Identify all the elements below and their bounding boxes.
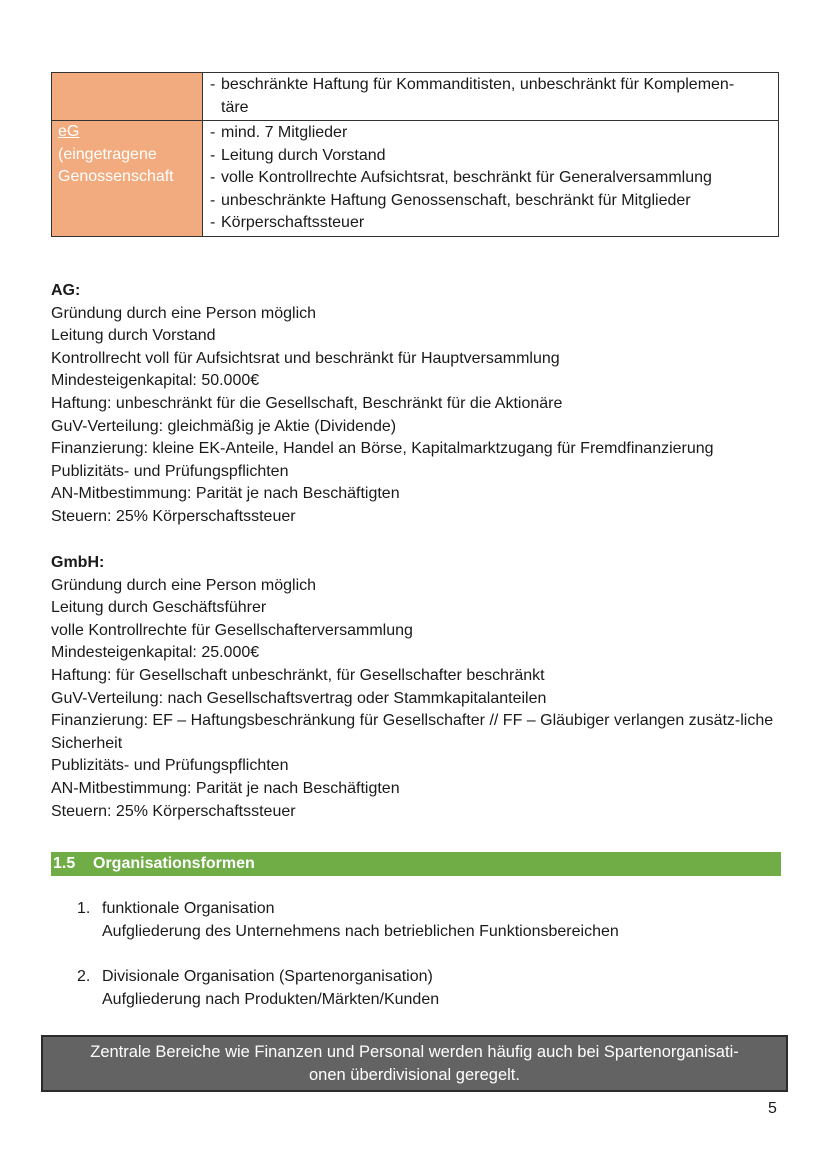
ag-line: Leitung durch Vorstand <box>51 327 216 345</box>
gmbh-line: Leitung durch Geschäftsführer <box>51 599 267 617</box>
callout-line: Zentrale Bereiche wie Finanzen und Personal werden häufig auch bei Spartenorganisati- <box>90 1043 739 1061</box>
callout-line: onen überdivisional geregelt. <box>309 1066 520 1084</box>
ag-line: Haftung: unbeschränkt für die Gesellschaft, Beschränkt für die Aktionäre <box>51 394 563 412</box>
page-number: 5 <box>768 1100 777 1117</box>
ag-line: Finanzierung: kleine EK-Anteile, Handel an Börse, Kapitalmarktzugang für Fremdfinanzierung <box>51 440 714 458</box>
list-item: - Leitung durch Vorstand <box>210 145 770 168</box>
list-item-text: beschränkte Haftung für Kommanditisten, unbeschränkt für Komplemen- täre <box>221 76 735 116</box>
callout-box <box>41 1035 788 1092</box>
org-title: funktionale Organisation <box>102 900 275 917</box>
list-item: - volle Kontrollrechte Aufsichtsrat, beschränkt für Generalversammlung <box>210 167 770 190</box>
ag-section <box>51 280 781 529</box>
ag-line: Steuern: 25% Körperschaftssteuer <box>51 507 296 525</box>
label-text: Genossenschaft <box>58 168 174 185</box>
gmbh-line: volle Kontrollrechte für Gesellschafterversammlung <box>51 621 413 639</box>
org-list-item <box>74 898 764 943</box>
ag-line: Kontrollrecht voll für Aufsichtsrat und beschränkt für Hauptversammlung <box>51 349 560 367</box>
list-item: - unbeschränkte Haftung Genossenschaft, beschränkt für Mitglieder <box>210 190 770 213</box>
org-description: Aufgliederung des Unternehmens nach betrieblichen Funktionsbereichen <box>102 922 619 940</box>
ag-line: Publizitäts- und Prüfungspflichten <box>51 462 289 480</box>
section-title: Organisationsformen <box>93 855 255 872</box>
table-content-cell <box>203 121 779 237</box>
gmbh-line: Mindesteigenkapital: 25.000€ <box>51 644 260 662</box>
org-title: Divisionale Organisation (Spartenorganisation) <box>102 968 433 985</box>
gmbh-section <box>51 552 781 823</box>
table-label-cell <box>52 121 203 237</box>
list-number: 1. <box>77 900 91 917</box>
ag-line: AN-Mitbestimmung: Parität je nach Beschäftigten <box>51 485 400 503</box>
table-content-cell <box>203 73 779 121</box>
org-list-item <box>74 966 764 1011</box>
gmbh-heading: GmbH: <box>51 554 105 571</box>
ag-line: GuV-Verteilung: gleichmäßig je Aktie (Dividende) <box>51 417 397 435</box>
org-description: Aufgliederung nach Produkten/Märkten/Kunden <box>102 990 440 1008</box>
table-row <box>52 73 779 121</box>
label-text: (eingetragene <box>58 145 157 163</box>
section-header-bar <box>51 852 781 876</box>
legal-forms-table <box>51 72 779 237</box>
section-number: 1.5 <box>53 855 76 872</box>
gmbh-line: GuV-Verteilung: nach Gesellschaftsvertrag oder Stammkapitalanteilen <box>51 689 547 707</box>
list-item: - mind. 7 Mitglieder <box>210 122 770 145</box>
ag-line: Gründung durch eine Person möglich <box>51 304 317 322</box>
eg-link[interactable]: eG <box>58 123 80 140</box>
list-item: - Körperschaftssteuer <box>210 212 770 235</box>
list-number: 2. <box>77 968 91 985</box>
gmbh-line: Publizitäts- und Prüfungspflichten <box>51 757 289 775</box>
gmbh-line: AN-Mitbestimmung: Parität je nach Beschäftigten <box>51 779 400 797</box>
gmbh-line: Haftung: für Gesellschaft unbeschränkt, für Gesellschafter beschränkt <box>51 666 545 684</box>
gmbh-line: Gründung durch eine Person möglich <box>51 576 317 594</box>
gmbh-line: Steuern: 25% Körperschaftssteuer <box>51 802 296 820</box>
ag-heading: AG: <box>51 282 81 299</box>
list-item <box>210 74 770 119</box>
table-label-cell <box>52 73 203 121</box>
ag-line: Mindesteigenkapital: 50.000€ <box>51 372 260 390</box>
table-row <box>52 121 779 237</box>
gmbh-line: Finanzierung: EF – Haftungsbeschränkung für Gesellschafter // FF – Gläubiger verlangen zusätz-liche Sicherheit <box>51 712 774 752</box>
